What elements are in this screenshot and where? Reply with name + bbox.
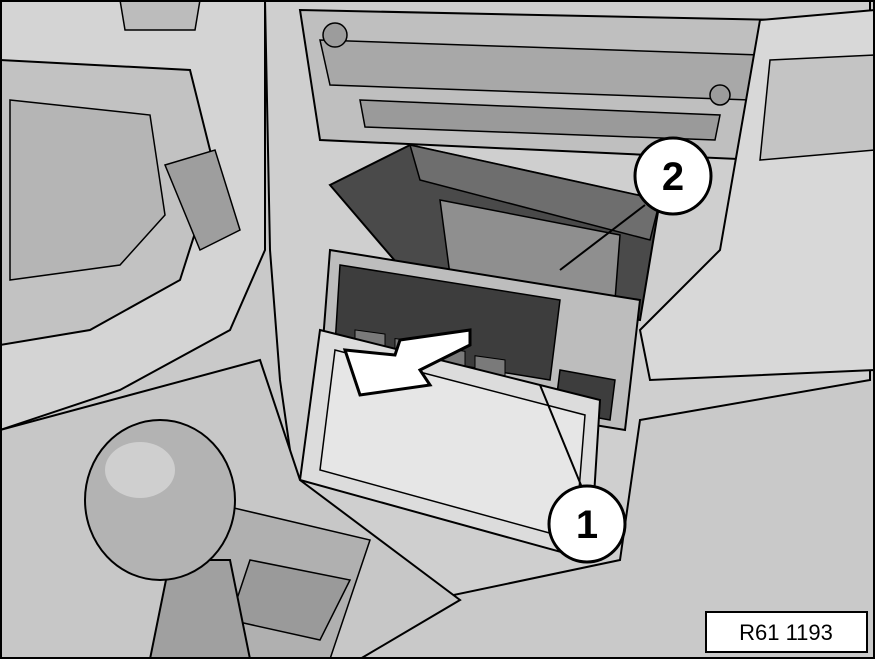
reference-code-box: [706, 612, 867, 652]
reference-code: R61 1193: [739, 620, 833, 645]
callout-1-label: 1: [575, 503, 599, 547]
callout-1: [549, 486, 625, 562]
callout-2-label: 2: [661, 155, 685, 199]
callout-2: [635, 138, 711, 214]
radio-unit: [300, 10, 780, 160]
